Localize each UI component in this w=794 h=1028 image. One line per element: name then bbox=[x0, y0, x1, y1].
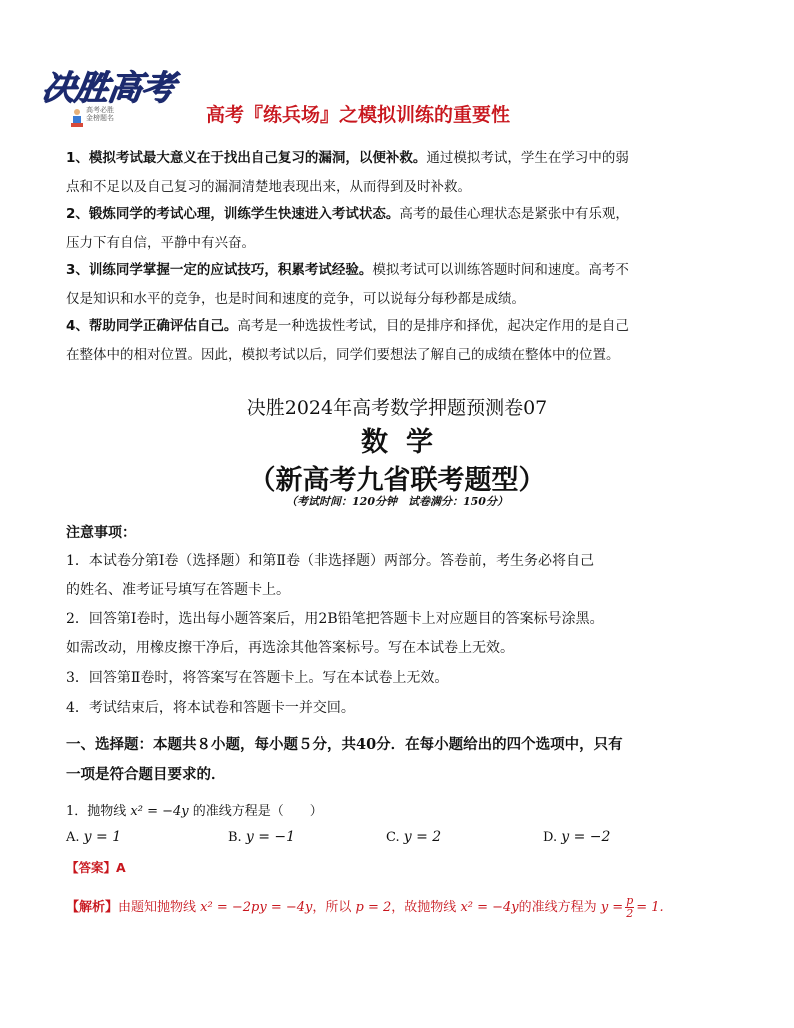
note-item-2 bbox=[66, 605, 706, 663]
logo-sub-line-1: 高考必胜 bbox=[86, 106, 114, 114]
fraction-denominator: 2 bbox=[626, 907, 634, 920]
explanation bbox=[66, 895, 664, 920]
explanation-text: ，故抛物线 bbox=[391, 900, 457, 915]
importance-item-2 bbox=[66, 200, 698, 257]
explanation-text: 由题知抛物线 bbox=[118, 900, 197, 915]
fraction bbox=[625, 895, 634, 920]
option-value: y = 1 bbox=[83, 829, 122, 845]
option-d bbox=[543, 829, 610, 845]
section-heading-line-2: 一项是符合题目要求的． bbox=[66, 766, 226, 783]
explanation-math: y = bbox=[600, 900, 624, 915]
option-c bbox=[386, 829, 441, 845]
importance-item-text: 模拟考试可以训练答题时间和速度。高考不 bbox=[372, 262, 629, 278]
option-label: B. bbox=[228, 830, 242, 845]
importance-banner: 高考『练兵场』之模拟训练的重要性 bbox=[206, 104, 511, 126]
note-line: 如需改动，用橡皮擦干净后，再选涂其他答案标号。写在本试卷上无效。 bbox=[66, 640, 514, 656]
option-value: y = −1 bbox=[245, 829, 296, 845]
importance-item-heading: 2、锻炼同学的考试心理，训练学生快速进入考试状态。 bbox=[66, 206, 400, 222]
note-item-1 bbox=[66, 547, 706, 605]
exam-subject: 数学 bbox=[361, 427, 451, 458]
section-heading bbox=[66, 730, 706, 790]
explanation-text: ，所以 bbox=[312, 900, 352, 915]
question-suffix: 的准线方程是（ ） bbox=[192, 804, 323, 819]
option-value: y = −2 bbox=[561, 829, 611, 845]
option-label: D. bbox=[543, 830, 558, 845]
importance-item-heading: 3、训练同学掌握一定的应试技巧，积累考试经验。 bbox=[66, 262, 373, 278]
student-figure-icon bbox=[70, 108, 84, 128]
note-line: 3．回答第Ⅱ卷时，将答案写在答题卡上。写在本试卷上无效。 bbox=[66, 670, 449, 686]
importance-item-4 bbox=[66, 312, 698, 369]
answer-label: 【答案】A bbox=[66, 860, 126, 875]
question-1 bbox=[66, 800, 323, 819]
importance-item-3 bbox=[66, 256, 698, 313]
importance-item-text-cont: 压力下有自信，平静中有兴奋。 bbox=[66, 234, 255, 251]
option-a bbox=[66, 829, 121, 845]
note-line: 4．考试结束后，将本试卷和答题卡一并交回。 bbox=[66, 700, 355, 716]
importance-item-heading: 1、模拟考试最大意义在于找出自己复习的漏洞，以便补救。 bbox=[66, 150, 427, 166]
option-label: A. bbox=[66, 830, 80, 845]
option-b bbox=[228, 829, 295, 845]
explanation-math: x² = −2py = −4y bbox=[200, 900, 313, 915]
brand-logo bbox=[38, 58, 177, 136]
importance-item-text-cont: 在整体中的相对位置。因此，模拟考试以后，同学们要想法了解自己的成绩在整体中的位置。 bbox=[66, 346, 620, 363]
importance-item-text: 高考的最佳心理状态是紧张中有乐观， bbox=[399, 206, 629, 222]
importance-item-1 bbox=[66, 144, 698, 201]
importance-item-heading: 4、帮助同学正确评估自己。 bbox=[66, 318, 238, 334]
option-label: C. bbox=[386, 830, 400, 845]
logo-subtitle bbox=[86, 106, 114, 122]
importance-item-text: 通过模拟考试，学生在学习中的弱 bbox=[426, 150, 629, 166]
question-prefix: 1．抛物线 bbox=[66, 804, 127, 819]
section-heading-line-1: 一、选择题：本题共８小题，每小题５分，共40分．在每小题给出的四个选项中，只有 bbox=[66, 736, 623, 753]
question-equation: x² = −4y bbox=[130, 804, 189, 819]
explanation-math: = 1. bbox=[636, 900, 664, 915]
importance-item-text-cont: 仅是知识和水平的竞争，也是时间和速度的竞争，可以说每分每秒都是成绩。 bbox=[66, 290, 525, 307]
note-item-3 bbox=[66, 664, 706, 693]
importance-item-text-cont: 点和不足以及自己复习的漏洞清楚地表现出来，从而得到及时补救。 bbox=[66, 178, 471, 195]
fraction-numerator: p bbox=[626, 894, 634, 907]
note-line: 的姓名、准考证号填写在答题卡上。 bbox=[66, 582, 290, 598]
explanation-text: 的准线方程为 bbox=[518, 900, 597, 915]
note-line: 1．本试卷分第Ⅰ卷（选择题）和第Ⅱ卷（非选择题）两部分。答卷前，考生务必将自己 bbox=[66, 553, 594, 569]
exam-time-info: （考试时间：120分钟 试卷满分：150分） bbox=[286, 495, 508, 508]
importance-item-text: 高考是一种选拔性考试，目的是排序和择优，起决定作用的是自己 bbox=[237, 318, 629, 334]
option-value: y = 2 bbox=[403, 829, 442, 845]
explanation-math: x² = −4y bbox=[460, 900, 519, 915]
note-item-4 bbox=[66, 694, 706, 723]
note-line: 2．回答第Ⅰ卷时，选出每小题答案后，用2B铅笔把答题卡上对应题目的答案标号涂黑。 bbox=[66, 611, 604, 627]
exam-type: （新高考九省联考题型） bbox=[248, 465, 546, 496]
exam-subtitle: 决胜2024年高考数学押题预测卷07 bbox=[246, 397, 548, 419]
explanation-label: 【解析】 bbox=[66, 900, 119, 915]
explanation-math: p = 2 bbox=[355, 900, 392, 915]
logo-sub-line-2: 金榜题名 bbox=[86, 114, 114, 122]
notes-title: 注意事项： bbox=[66, 525, 136, 541]
logo-text: 决胜高考 bbox=[38, 68, 177, 108]
